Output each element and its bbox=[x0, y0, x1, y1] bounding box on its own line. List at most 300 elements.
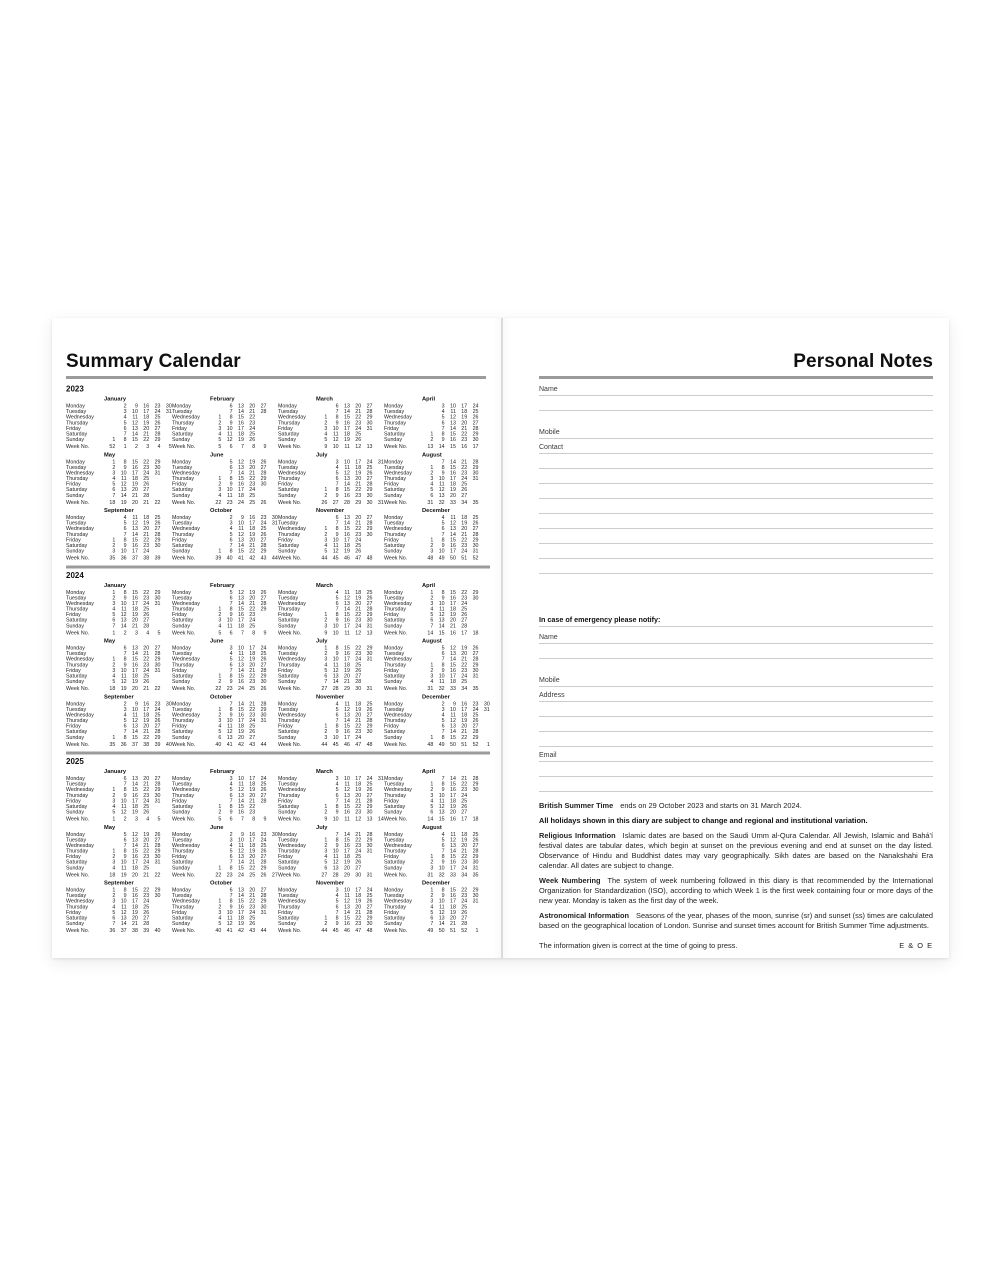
month-name: April bbox=[422, 582, 436, 589]
date-cell: 10 bbox=[237, 520, 244, 527]
date-cell: 31 bbox=[472, 898, 479, 905]
date-cell: 24 bbox=[154, 408, 161, 415]
date-cell: 21 bbox=[143, 531, 150, 538]
date-cell: 29 bbox=[366, 486, 373, 493]
date-cell: 4 bbox=[430, 606, 434, 613]
weekday-label: Sunday bbox=[384, 622, 402, 629]
date-cell bbox=[478, 735, 489, 741]
date-cell: 15 bbox=[131, 656, 138, 663]
week-no-label: Week No. bbox=[278, 555, 302, 562]
weekday-row bbox=[172, 921, 278, 927]
date-cell: 10 bbox=[438, 600, 445, 607]
week-number-cell: 13 bbox=[366, 629, 373, 636]
week-number-cell bbox=[478, 444, 489, 450]
calendar-month bbox=[278, 582, 384, 636]
weekday-label: Friday bbox=[172, 797, 187, 804]
weekday-label: Friday bbox=[384, 909, 399, 916]
date-cell: 27 bbox=[260, 594, 267, 601]
date-cell: 26 bbox=[143, 678, 150, 685]
date-cell: 31 bbox=[154, 797, 161, 804]
date-cell: 27 bbox=[366, 403, 373, 409]
date-cell: 22 bbox=[143, 848, 150, 855]
week-number-cell: 50 bbox=[449, 741, 456, 748]
date-cell: 13 bbox=[131, 836, 138, 843]
date-cell: 21 bbox=[355, 797, 362, 804]
field-label: Mobile bbox=[539, 677, 560, 684]
date-cell: 29 bbox=[472, 589, 479, 596]
date-cell: 13 bbox=[237, 464, 244, 471]
date-cell: 23 bbox=[355, 419, 362, 426]
date-cell: 5 bbox=[324, 436, 328, 443]
week-number-cell: 29 bbox=[343, 871, 350, 878]
date-cell: 26 bbox=[249, 920, 256, 927]
date-cell: 30 bbox=[366, 650, 373, 657]
date-cell: 14 bbox=[120, 492, 127, 499]
date-cell: 24 bbox=[461, 672, 468, 679]
date-cell: 9 bbox=[229, 419, 233, 426]
date-cell: 17 bbox=[449, 672, 456, 679]
date-cell: 3 bbox=[324, 656, 328, 663]
date-cell: 8 bbox=[123, 887, 127, 893]
date-cell: 29 bbox=[472, 464, 479, 471]
date-cell: 31 bbox=[260, 909, 267, 916]
date-cell: 4 bbox=[123, 414, 127, 421]
weekday-label: Thursday bbox=[66, 419, 89, 426]
date-cell: 6 bbox=[229, 594, 233, 601]
date-cell: 4 bbox=[335, 892, 339, 899]
week-number-cell bbox=[266, 686, 277, 692]
date-cell: 26 bbox=[355, 667, 362, 674]
title-rule bbox=[66, 376, 486, 379]
date-cell: 16 bbox=[249, 514, 256, 521]
date-cell: 19 bbox=[131, 909, 138, 916]
date-cell: 20 bbox=[355, 514, 362, 521]
date-cell: 24 bbox=[260, 520, 267, 527]
week-number-cell: 48 bbox=[366, 741, 373, 748]
date-cell: 9 bbox=[229, 611, 233, 618]
date-cell: 17 bbox=[237, 425, 244, 432]
calendar-month bbox=[66, 396, 172, 450]
date-cell: 30 bbox=[472, 892, 479, 899]
weekday-label: Friday bbox=[66, 611, 81, 618]
date-cell: 13 bbox=[237, 887, 244, 893]
weekday-label: Friday bbox=[172, 909, 187, 916]
date-cell: 13 bbox=[343, 903, 350, 910]
date-cell: 12 bbox=[449, 645, 456, 651]
date-cell: 25 bbox=[154, 414, 161, 421]
week-number-cell: 42 bbox=[237, 741, 244, 748]
field-row-email bbox=[539, 747, 933, 762]
date-cell: 2 bbox=[324, 492, 328, 499]
week-no-label: Week No. bbox=[172, 555, 196, 562]
date-cell: 20 bbox=[143, 525, 150, 532]
month-name: February bbox=[210, 768, 235, 775]
date-cell: 10 bbox=[226, 486, 233, 493]
week-number-cell: 14 bbox=[438, 443, 445, 450]
date-cell: 15 bbox=[237, 475, 244, 482]
date-cell: 11 bbox=[333, 542, 339, 549]
week-number-cell bbox=[478, 686, 489, 692]
weekday-row bbox=[278, 921, 384, 927]
date-cell: 12 bbox=[449, 414, 456, 421]
week-no-label: Week No. bbox=[66, 927, 90, 934]
date-cell: 10 bbox=[343, 458, 350, 465]
date-cell: 31 bbox=[271, 520, 278, 527]
notes-ruled-line bbox=[539, 469, 933, 484]
week-number-row bbox=[66, 872, 172, 878]
date-cell: 17 bbox=[249, 645, 256, 651]
date-cell: 5 bbox=[441, 645, 445, 651]
date-cell: 25 bbox=[355, 430, 362, 437]
date-cell: 25 bbox=[472, 711, 479, 718]
date-cell: 28 bbox=[366, 831, 373, 838]
date-cell: 13 bbox=[120, 914, 127, 921]
date-cell: 28 bbox=[154, 842, 161, 849]
date-cell: 27 bbox=[249, 734, 256, 741]
date-cell: 1 bbox=[430, 887, 434, 893]
date-cell: 14 bbox=[438, 622, 445, 629]
week-number-cell: 16 bbox=[449, 816, 456, 823]
date-cell: 12 bbox=[237, 589, 244, 596]
weekday-label: Wednesday bbox=[172, 842, 200, 849]
date-cell: 20 bbox=[355, 903, 362, 910]
date-cell: 12 bbox=[237, 848, 244, 855]
date-cell: 24 bbox=[461, 864, 468, 871]
weekday-label: Friday bbox=[278, 909, 293, 916]
date-cell: 17 bbox=[249, 775, 256, 782]
field-label: Mobile bbox=[539, 429, 560, 436]
date-cell: 17 bbox=[355, 775, 362, 782]
date-cell bbox=[149, 623, 160, 629]
calendar-month bbox=[384, 769, 490, 823]
date-cell: 18 bbox=[143, 414, 150, 421]
date-cell: 2 bbox=[112, 542, 116, 549]
date-cell: 15 bbox=[449, 536, 456, 543]
page-title-summary-calendar: Summary Calendar bbox=[66, 351, 241, 372]
date-cell: 7 bbox=[441, 848, 445, 855]
week-no-label: Week No. bbox=[172, 741, 196, 748]
weekday-label: Wednesday bbox=[384, 469, 412, 476]
week-number-row bbox=[278, 872, 384, 878]
date-cell: 6 bbox=[123, 723, 127, 730]
date-cell: 19 bbox=[237, 728, 244, 735]
date-cell: 12 bbox=[226, 728, 233, 735]
date-cell: 13 bbox=[332, 864, 339, 871]
date-cell: 7 bbox=[335, 831, 339, 838]
date-cell: 25 bbox=[366, 589, 373, 596]
weekday-label: Saturday bbox=[384, 430, 406, 437]
date-cell: 14 bbox=[237, 700, 244, 707]
week-number-cell: 49 bbox=[438, 555, 445, 562]
date-cell: 18 bbox=[343, 542, 350, 549]
date-cell: 6 bbox=[441, 842, 445, 849]
date-cell: 2 bbox=[430, 786, 434, 793]
date-cell: 23 bbox=[249, 711, 256, 718]
date-cell: 29 bbox=[366, 914, 373, 921]
date-cell: 7 bbox=[324, 678, 328, 685]
date-cell: 27 bbox=[154, 645, 161, 651]
notes-ruled-line bbox=[539, 544, 933, 559]
weekday-label: Saturday bbox=[278, 803, 300, 810]
date-cell: 24 bbox=[143, 797, 150, 804]
date-cell: 2 bbox=[430, 859, 434, 866]
date-cell: 17 bbox=[449, 864, 456, 871]
week-no-label: Week No. bbox=[172, 685, 196, 692]
date-cell: 4 bbox=[324, 661, 328, 668]
date-cell: 11 bbox=[439, 481, 445, 488]
field-row-name bbox=[539, 381, 933, 396]
date-cell: 14 bbox=[237, 797, 244, 804]
date-cell: 9 bbox=[335, 728, 339, 735]
date-cell: 13 bbox=[449, 419, 456, 426]
week-no-label: Week No. bbox=[384, 629, 408, 636]
date-cell: 15 bbox=[343, 723, 350, 730]
weekday-label: Friday bbox=[66, 909, 81, 916]
date-cell: 21 bbox=[131, 920, 138, 927]
week-number-cell: 14 bbox=[377, 816, 384, 823]
weekday-row bbox=[172, 549, 278, 555]
weekday-label: Tuesday bbox=[278, 706, 299, 713]
date-cell: 8 bbox=[123, 786, 127, 793]
week-number-row bbox=[66, 444, 172, 450]
week-number-cell: 52 bbox=[472, 741, 479, 748]
weekday-label: Wednesday bbox=[66, 469, 94, 476]
weekday-label: Friday bbox=[384, 425, 399, 432]
date-cell: 22 bbox=[143, 589, 150, 596]
date-cell: 28 bbox=[143, 492, 150, 499]
date-cell: 19 bbox=[449, 909, 456, 916]
date-cell: 9 bbox=[229, 678, 233, 685]
date-cell: 18 bbox=[131, 903, 138, 910]
calendar-month bbox=[172, 396, 278, 450]
date-cell: 29 bbox=[472, 661, 479, 668]
date-cell: 4 bbox=[324, 542, 328, 549]
date-cell bbox=[372, 623, 383, 629]
weekday-label: Monday bbox=[278, 514, 297, 521]
date-cell: 30 bbox=[366, 842, 373, 849]
date-cell: 1 bbox=[112, 436, 116, 443]
date-cell: 16 bbox=[131, 661, 138, 668]
date-cell: 11 bbox=[439, 903, 445, 910]
week-number-cell: 9 bbox=[263, 629, 267, 636]
weekday-row bbox=[278, 437, 384, 443]
weekday-label: Friday bbox=[384, 611, 399, 618]
date-cell: 19 bbox=[461, 836, 468, 843]
date-cell bbox=[478, 921, 489, 927]
weekday-label: Friday bbox=[384, 667, 399, 674]
weekday-label: Friday bbox=[384, 723, 399, 730]
week-number-cell: 11 bbox=[344, 443, 350, 450]
date-cell: 12 bbox=[332, 667, 339, 674]
date-cell: 24 bbox=[143, 469, 150, 476]
date-cell: 19 bbox=[143, 520, 150, 527]
date-cell: 6 bbox=[430, 617, 434, 624]
week-number-cell: 32 bbox=[438, 499, 445, 506]
date-cell: 27 bbox=[355, 672, 362, 679]
date-cell: 3 bbox=[335, 458, 339, 465]
week-number-cell bbox=[478, 630, 489, 636]
date-cell: 29 bbox=[472, 430, 479, 437]
notes-ruled-line bbox=[539, 559, 933, 574]
month-name: December bbox=[422, 693, 450, 700]
weekday-label: Friday bbox=[384, 481, 399, 488]
date-cell bbox=[266, 549, 277, 555]
week-number-row bbox=[384, 817, 490, 823]
weekday-label: Sunday bbox=[66, 864, 84, 871]
date-cell: 11 bbox=[450, 711, 456, 718]
calendar-month bbox=[384, 824, 490, 878]
date-cell: 27 bbox=[461, 914, 468, 921]
week-number-cell bbox=[266, 444, 277, 450]
date-cell: 15 bbox=[237, 414, 244, 421]
week-number-cell: 48 bbox=[366, 927, 373, 934]
date-cell: 29 bbox=[154, 786, 161, 793]
date-cell: 20 bbox=[355, 600, 362, 607]
week-number-cell: 13 bbox=[366, 443, 373, 450]
date-cell: 5 bbox=[335, 706, 339, 713]
date-cell: 26 bbox=[260, 458, 267, 465]
date-cell: 17 bbox=[131, 667, 138, 674]
weekday-label: Tuesday bbox=[172, 650, 193, 657]
week-number-cell: 14 bbox=[427, 816, 434, 823]
weekday-label: Friday bbox=[66, 853, 81, 860]
date-cell: 19 bbox=[249, 458, 256, 465]
date-cell: 30 bbox=[154, 892, 161, 899]
date-cell: 24 bbox=[260, 645, 267, 651]
date-cell: 12 bbox=[438, 611, 445, 618]
week-number-cell: 7 bbox=[240, 816, 244, 823]
weekday-label: Tuesday bbox=[172, 594, 193, 601]
date-cell: 22 bbox=[355, 914, 362, 921]
date-cell: 29 bbox=[154, 458, 161, 465]
date-cell: 20 bbox=[131, 486, 138, 493]
date-cell: 5 bbox=[441, 717, 445, 724]
date-cell: 28 bbox=[154, 781, 161, 788]
date-cell: 23 bbox=[143, 792, 150, 799]
weekday-label: Saturday bbox=[384, 914, 406, 921]
date-cell: 23 bbox=[355, 617, 362, 624]
date-cell: 29 bbox=[366, 611, 373, 618]
personal-fields bbox=[539, 381, 933, 574]
week-number-cell: 2 bbox=[123, 816, 127, 823]
date-cell: 13 bbox=[120, 617, 127, 624]
date-cell: 6 bbox=[123, 645, 127, 651]
weekday-label: Friday bbox=[278, 425, 293, 432]
week-number-cell: 52 bbox=[472, 555, 479, 562]
month-name: May bbox=[104, 824, 116, 831]
date-cell: 16 bbox=[237, 711, 244, 718]
date-cell: 20 bbox=[461, 525, 468, 532]
weekday-label: Saturday bbox=[172, 803, 194, 810]
date-cell: 14 bbox=[449, 425, 456, 432]
date-cell: 18 bbox=[249, 525, 256, 532]
date-cell: 22 bbox=[249, 803, 256, 810]
weekday-label: Wednesday bbox=[384, 711, 412, 718]
date-cell: 12 bbox=[237, 656, 244, 663]
notes-ruled-line bbox=[539, 717, 933, 732]
weekday-label: Thursday bbox=[172, 848, 195, 855]
month-name: November bbox=[316, 880, 345, 886]
weekday-label: Thursday bbox=[278, 903, 301, 910]
weekday-label: Wednesday bbox=[384, 525, 412, 532]
date-cell: 14 bbox=[120, 920, 127, 927]
weekday-label: Friday bbox=[384, 797, 399, 804]
date-cell: 18 bbox=[343, 661, 350, 668]
date-cell: 22 bbox=[355, 645, 362, 651]
week-number-cell: 34 bbox=[461, 499, 468, 506]
date-cell: 20 bbox=[449, 914, 456, 921]
week-number-row bbox=[384, 686, 490, 692]
weekday-label: Saturday bbox=[278, 914, 300, 921]
weekday-label: Saturday bbox=[384, 672, 406, 679]
date-cell: 1 bbox=[112, 536, 116, 543]
calendar-year-section bbox=[66, 385, 490, 561]
date-cell: 2 bbox=[430, 892, 434, 899]
date-cell bbox=[361, 679, 372, 685]
date-cell: 16 bbox=[143, 403, 150, 409]
weekday-label: Monday bbox=[278, 589, 297, 596]
weekday-label: Thursday bbox=[278, 792, 301, 799]
weekday-label: Wednesday bbox=[278, 656, 306, 663]
date-cell: 5 bbox=[112, 481, 116, 488]
date-cell: 17 bbox=[343, 622, 350, 629]
date-cell bbox=[149, 679, 160, 685]
date-cell: 30 bbox=[472, 542, 479, 549]
week-number-cell: 6 bbox=[229, 443, 233, 450]
date-cell: 19 bbox=[131, 678, 138, 685]
date-cell: 18 bbox=[237, 430, 244, 437]
date-cell: 20 bbox=[449, 809, 456, 816]
date-cell: 21 bbox=[249, 600, 256, 607]
date-cell: 24 bbox=[143, 548, 150, 555]
calendar-month bbox=[66, 452, 172, 506]
date-cell bbox=[266, 735, 277, 741]
weekday-label: Thursday bbox=[384, 717, 407, 724]
date-cell: 14 bbox=[343, 831, 350, 838]
date-cell: 7 bbox=[229, 859, 233, 866]
date-cell: 21 bbox=[449, 920, 456, 927]
week-number-cell: 20 bbox=[131, 685, 138, 692]
month-name: August bbox=[422, 824, 442, 831]
date-cell: 3 bbox=[324, 734, 328, 741]
date-cell: 1 bbox=[218, 548, 222, 555]
date-cell: 24 bbox=[154, 706, 161, 713]
weekday-label: Saturday bbox=[172, 728, 194, 735]
notes-ruled-line bbox=[539, 644, 933, 659]
date-cell: 2 bbox=[324, 650, 328, 657]
weekday-label: Saturday bbox=[278, 672, 300, 679]
month-name: January bbox=[104, 582, 127, 589]
date-cell: 28 bbox=[260, 700, 267, 707]
date-cell: 18 bbox=[461, 711, 468, 718]
week-number-cell: 1 bbox=[112, 816, 116, 823]
date-cell: 18 bbox=[343, 430, 350, 437]
week-number-cell: 3 bbox=[146, 443, 150, 450]
date-cell: 23 bbox=[143, 542, 150, 549]
date-cell: 14 bbox=[449, 848, 456, 855]
week-no-label: Week No. bbox=[66, 685, 90, 692]
date-cell: 5 bbox=[112, 909, 116, 916]
weekday-label: Monday bbox=[384, 514, 403, 521]
weekday-label: Monday bbox=[172, 403, 191, 409]
date-cell: 24 bbox=[461, 600, 468, 607]
date-cell: 18 bbox=[343, 853, 350, 860]
calendar-month bbox=[66, 508, 172, 562]
date-cell: 30 bbox=[260, 481, 267, 488]
date-cell: 29 bbox=[260, 606, 267, 613]
date-cell: 13 bbox=[449, 650, 456, 657]
date-cell: 10 bbox=[332, 656, 339, 663]
